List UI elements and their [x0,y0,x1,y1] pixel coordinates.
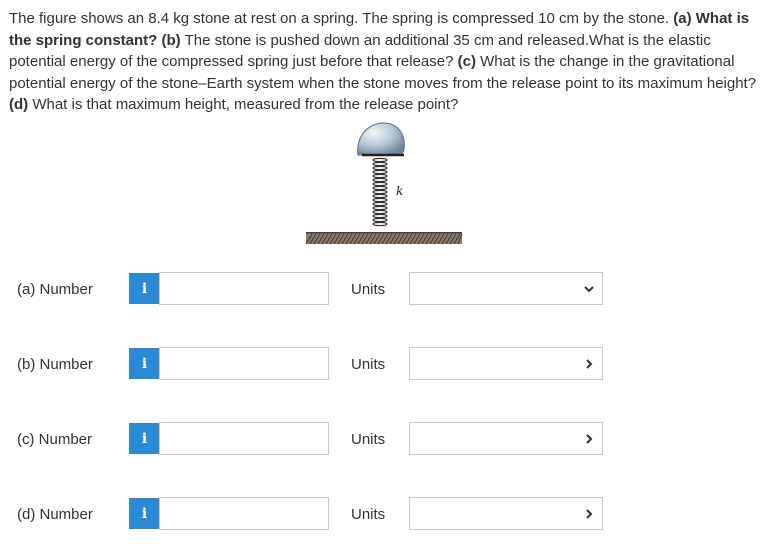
part-c-units-select[interactable] [409,422,603,455]
ground-icon [306,232,462,244]
part-d-units-select[interactable] [409,497,603,530]
chevron-right-icon [583,508,595,520]
part-a-units-select[interactable] [409,272,603,305]
info-icon: i [141,430,148,447]
part-a-prompt: (a) What is the spring constant? [9,10,750,49]
answer-row-d [0,496,771,532]
part-c-units-label: Units [351,431,386,448]
chevron-right-icon [583,433,595,445]
spring-coil-icon [372,157,388,227]
part-a-number-input[interactable] [159,272,329,305]
part-b-info-button[interactable] [129,348,160,379]
part-a-units-label: Units [351,281,386,298]
info-icon: i [141,505,148,522]
info-icon: i [141,280,148,297]
part-b-prompt: (b) [161,31,181,49]
part-c-number-input[interactable] [159,422,329,455]
part-d-label: (d) Number [17,506,93,523]
question-segment: The figure shows an 8.4 kg stone at rest on a spring. The spring is compressed 10 cm by the stone. [9,10,674,27]
part-d-units-label: Units [351,506,386,523]
chevron-right-icon [583,358,595,370]
question-text [9,8,765,116]
part-d-prompt: (d) [9,96,29,113]
stone-icon [358,123,405,155]
question-segment: What is that maximum height, measured from the release point? [28,96,459,113]
chevron-down-icon [583,283,595,295]
question-segment: The stone is pushed down an additional 35 cm and released.What is the elastic potential energy of the compressed spring just before that release? [9,31,711,70]
part-c-label: (c) Number [17,431,93,448]
part-d-number-input[interactable] [159,497,329,530]
question-segment: What is the change in the gravitational potential energy of the stone–Earth system when the stone moves from the release point to its maximum height? [9,53,757,92]
part-a-label: (a) Number [17,281,93,298]
part-b-units-label: Units [351,356,386,373]
part-b-number-input[interactable] [159,347,329,380]
stone-spring-figure [300,118,470,253]
info-icon: i [141,355,148,372]
answer-row-c [0,421,771,457]
spring-constant-label: k [396,184,404,198]
part-b-units-select[interactable] [409,347,603,380]
part-d-info-button[interactable] [129,498,160,529]
answer-row-b [0,346,771,382]
part-b-label: (b) Number [17,356,93,373]
part-c-info-button[interactable] [129,423,160,454]
part-a-info-button[interactable] [129,273,160,304]
answer-row-a [0,271,771,307]
part-c-prompt: (c) [457,53,476,70]
